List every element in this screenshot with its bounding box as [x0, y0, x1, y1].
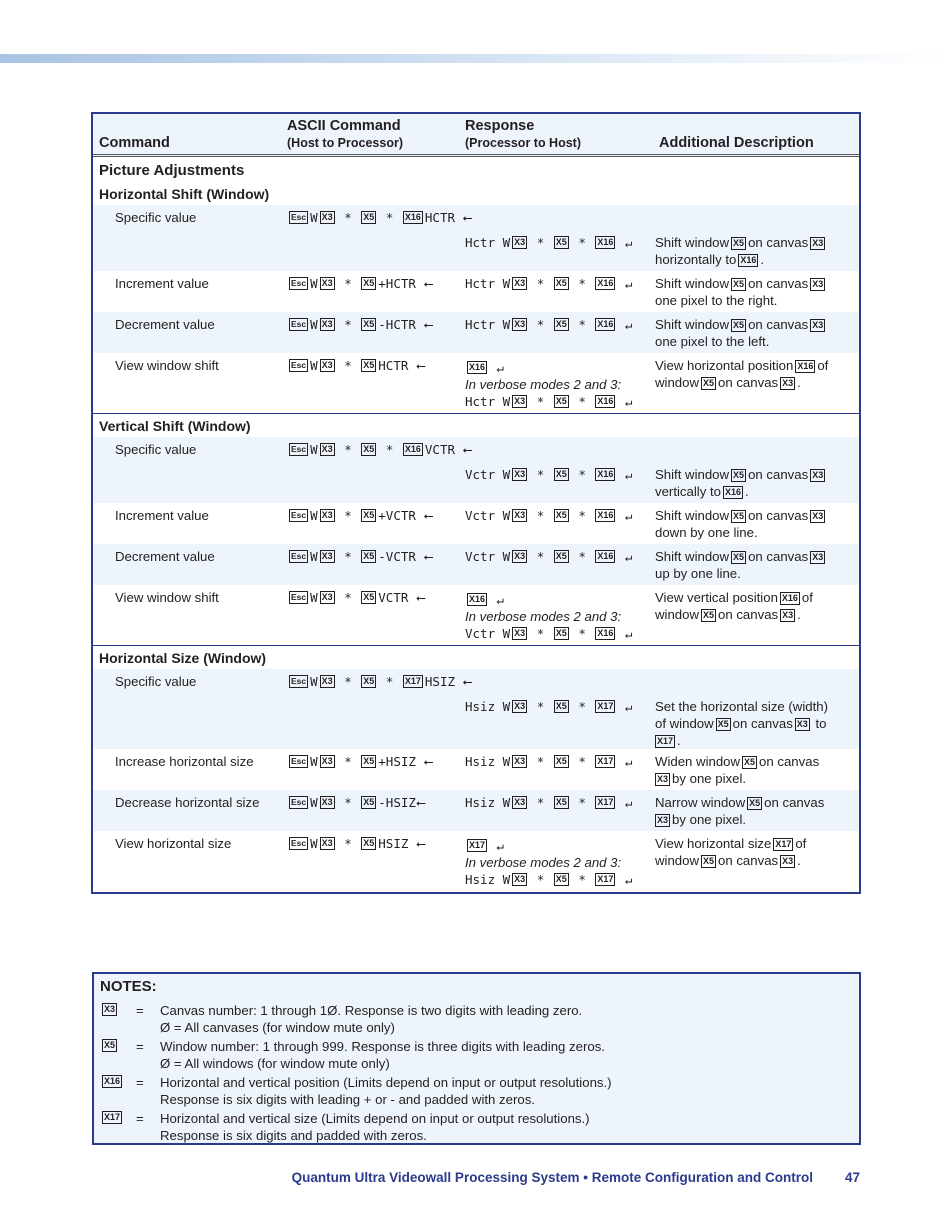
description: View vertical position X16 of window X5 on canvas X3 . [655, 590, 813, 622]
ascii-command: Esc W X3 * X5 HCTR ⭠ [291, 358, 426, 373]
table-row [93, 312, 859, 353]
response: Hctr W X3 * X5 * X16 ↵ [465, 276, 633, 291]
header-gradient-band [0, 54, 950, 63]
section-row [93, 413, 859, 437]
section-title: Horizontal Size (Window) [99, 650, 267, 666]
table-row [93, 271, 859, 312]
description: View horizontal position X16 of window X5 on canvas X3 . [655, 358, 829, 390]
ascii-command: Esc W X3 * X5 -HSIZ ⭠ [291, 795, 426, 810]
command-label: Decrement value [115, 549, 215, 564]
description: Widen window X5 on canvas X3 by one pixel. [655, 754, 820, 786]
table-row [93, 205, 859, 271]
command-label: View window shift [115, 358, 219, 373]
response: Hsiz W X3 * X5 * X17 ↵ [465, 699, 633, 714]
response: Vctr W X3 * X5 * X16 ↵ [465, 508, 633, 523]
header-response: Response (Processor to Host) [465, 118, 581, 150]
header-description: Additional Description [659, 135, 814, 151]
ascii-command: Esc W X3 * X5 +HCTR ⭠ [291, 276, 434, 291]
description: Shift window X5 on canvas X3 one pixel to the right. [655, 276, 824, 308]
ascii-command: Esc W X3 * X5 HSIZ ⭠ [291, 836, 426, 851]
ascii-command: Esc W X3 * X5 -HCTR ⭠ [291, 317, 434, 332]
table-row [93, 831, 859, 892]
ascii-command: Esc W X3 * X5 +HSIZ ⭠ [291, 754, 434, 769]
command-label: Specific value [115, 210, 197, 225]
table-row [93, 503, 859, 544]
section-title: Vertical Shift (Window) [99, 418, 251, 434]
section-row [93, 645, 859, 669]
ascii-command: Esc W X3 * X5 * X16 HCTR ⭠ [291, 210, 473, 225]
command-label: Specific value [115, 442, 197, 457]
response: Vctr W X3 * X5 * X16 ↵ [465, 467, 633, 482]
ascii-command: Esc W X3 * X5 VCTR ⭠ [291, 590, 426, 605]
description: Narrow window X5 on canvas X3 by one pixel. [655, 795, 825, 827]
response: Hsiz W X3 * X5 * X17 ↵ [465, 754, 633, 769]
response: Hsiz W X3 * X5 * X17 ↵ [465, 795, 633, 810]
table-header [93, 114, 859, 157]
description: Shift window X5 on canvas X3 vertically to X16 . [655, 467, 824, 499]
header-command: Command [99, 135, 170, 151]
response: Hctr W X3 * X5 * X16 ↵ [465, 317, 633, 332]
notes-box: NOTES: X3 = Canvas number: 1 through 1Ø. Response is two digits with leading zero. Ø = All canvases (for window mute only) X5 = Window number: 1 through 999. Response is three digits with leading zeros. Ø = All windows (for window mute only) X16 = Horizontal and vertical position (Limits depend on input or output resolutions.) Response is six digits with leading + or - and padded with zeros. X17 = Horizontal and vertical size (Limits depend on input or output resolutions.) Response is six digits and padded with zeros. [92, 972, 861, 1145]
response: Vctr W X3 * X5 * X16 ↵ [465, 549, 633, 564]
table-row [93, 437, 859, 503]
header-ascii: ASCII Command (Host to Processor) [287, 118, 403, 150]
page-footer [292, 1170, 860, 1185]
description: Shift window X5 on canvas X3 down by one line. [655, 508, 824, 540]
table-row [93, 790, 859, 831]
footer-title: Quantum Ultra Videowall Processing System • Remote Configuration and Control [291, 1170, 813, 1185]
table-row [93, 669, 859, 749]
command-label: Increment value [115, 508, 209, 523]
response: X16 ↵ In verbose modes 2 and 3: Hctr W X3 * X5 * X16 ↵ [465, 360, 633, 409]
command-label: Increment value [115, 276, 209, 291]
table-row [93, 749, 859, 790]
description: View horizontal size X17 of window X5 on canvas X3 . [655, 836, 807, 868]
table-row [93, 353, 859, 413]
section-title: Horizontal Shift (Window) [99, 186, 270, 202]
table-row [93, 544, 859, 585]
response: X16 ↵ In verbose modes 2 and 3: Vctr W X3 * X5 * X16 ↵ [465, 592, 633, 641]
ascii-command: Esc W X3 * X5 -VCTR ⭠ [291, 549, 434, 564]
description: Shift window X5 on canvas X3 up by one line. [655, 549, 824, 581]
ascii-command: Esc W X3 * X5 +VCTR ⭠ [291, 508, 434, 523]
page-number: 47 [844, 1170, 860, 1185]
command-label: View horizontal size [115, 836, 232, 851]
ascii-command: Esc W X3 * X5 * X16 VCTR ⭠ [291, 442, 473, 457]
command-label: Decrement value [115, 317, 215, 332]
command-label: View window shift [115, 590, 219, 605]
response: Hctr W X3 * X5 * X16 ↵ [465, 235, 633, 250]
command-label: Decrease horizontal size [115, 795, 260, 810]
response: X17 ↵ In verbose modes 2 and 3: Hsiz W X3 * X5 * X17 ↵ [465, 838, 633, 887]
section-row [93, 157, 859, 181]
ascii-command: Esc W X3 * X5 * X17 HSIZ ⭠ [291, 674, 473, 689]
notes-title: NOTES: [100, 978, 157, 995]
description: Shift window X5 on canvas X3 horizontally to X16 . [655, 235, 824, 267]
command-label: Increase horizontal size [115, 754, 254, 769]
description: Shift window X5 on canvas X3 one pixel to the left. [655, 317, 824, 349]
command-table [91, 112, 861, 894]
section-title: Picture Adjustments [99, 162, 245, 179]
table-row [93, 585, 859, 645]
description: Set the horizontal size (width) of window X5 on canvas X3 to X17 . [655, 699, 828, 748]
section-row [93, 181, 859, 205]
command-label: Specific value [115, 674, 197, 689]
